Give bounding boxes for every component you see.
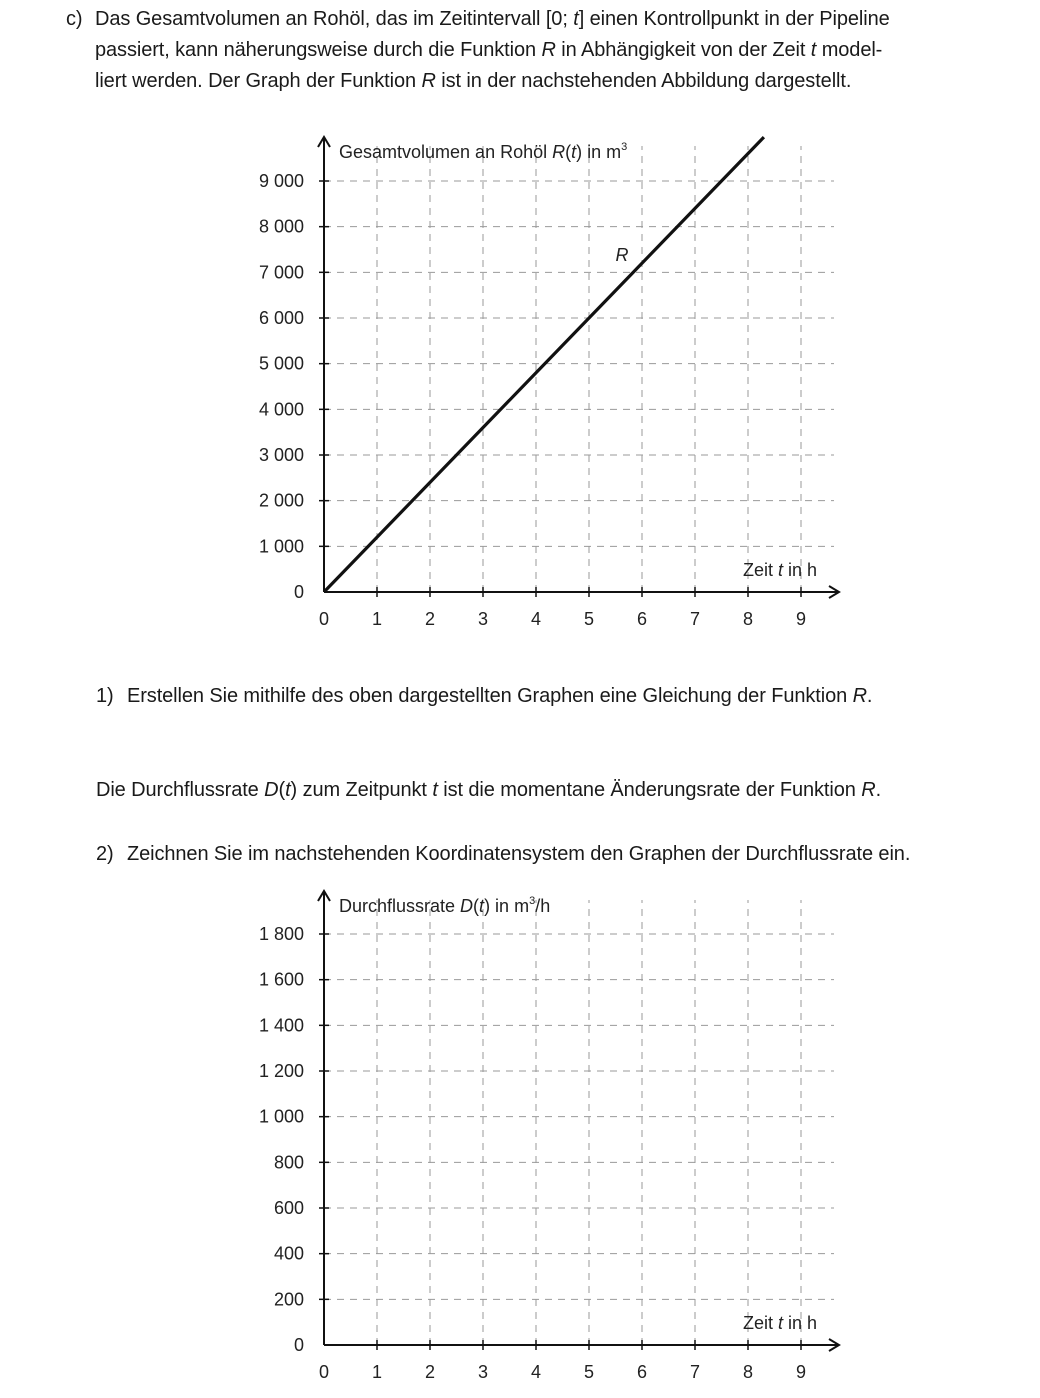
y-tick-label: 1 200 — [258, 1061, 304, 1081]
task-2-number: 2) — [96, 843, 114, 865]
x-tick-label: 9 — [795, 609, 807, 629]
task-1-number: 1) — [96, 685, 114, 707]
x-axis-title: Zeit t in h — [743, 560, 818, 580]
y-tick-label: 200 — [273, 1289, 304, 1310]
y-tick-label: 2 000 — [258, 490, 304, 511]
y-tick-label: 0 — [293, 582, 304, 602]
y-tick-label: 600 — [273, 1198, 304, 1218]
grid — [324, 146, 834, 592]
y-tick-label: 7 000 — [258, 262, 304, 283]
part-label: c) — [66, 8, 83, 30]
x-tick-label: 1 — [371, 1362, 383, 1382]
x-tick-label: 3 — [477, 609, 489, 629]
intro-text — [95, 4, 1000, 97]
y-axis-title: Durchflussrate D(t) in $m^3/h$ — [339, 895, 551, 916]
y-tick-label: 1 800 — [258, 924, 304, 944]
x-tick-label: 4 — [530, 1362, 542, 1382]
x-tick-label: 2 — [424, 609, 436, 629]
x-tick-label: 6 — [636, 609, 648, 629]
x-tick-label: 8 — [742, 1362, 754, 1382]
x-tick-label: 9 — [795, 1362, 807, 1382]
x-tick-label: 3 — [477, 1362, 489, 1382]
y-tick-label: 6 000 — [258, 308, 304, 328]
x-tick-label: 0 — [318, 1362, 330, 1382]
x-tick-label: 1 — [371, 609, 383, 629]
flow-rate-note: Die Durchflussrate D(t) zum Zeitpunkt t ist die momentane Änderungsrate der Funktion R. — [96, 779, 882, 801]
y-tick-label: 1 000 — [258, 1106, 304, 1127]
x-axis-title: Zeit t in h — [743, 1313, 818, 1333]
x-tick-label: 7 — [689, 1362, 701, 1382]
y-tick-label: 1 000 — [258, 536, 304, 557]
y-tick-label: 8 000 — [258, 216, 304, 237]
task-1: 1) Erstellen Sie mithilfe des oben dargestellten Graphen eine Gleichung der Funktion R. — [96, 681, 872, 712]
y-tick-label: 5 000 — [258, 353, 304, 374]
y-tick-label: 1 400 — [258, 1015, 304, 1036]
y-tick-label: 1 600 — [258, 969, 304, 990]
x-tick-label: 5 — [583, 609, 595, 629]
y-tick-label: 3 000 — [258, 445, 304, 465]
x-tick-label: 5 — [583, 1362, 595, 1382]
x-tick-label: 8 — [742, 609, 754, 629]
intro-line-3: liert werden. Der Graph der Funktion R ist in der nachstehenden Abbildung dargestellt. — [95, 70, 852, 92]
x-tick-label: 0 — [318, 609, 330, 629]
y-tick-label: 9 000 — [258, 171, 304, 191]
y-tick-label: 4 000 — [258, 399, 304, 420]
task-2: 2) Zeichnen Sie im nachstehenden Koordinatensystem den Graphen der Durchflussrate ein. — [96, 839, 910, 870]
intro-line-1: Das Gesamtvolumen an Rohöl, das im Zeitintervall [0; t] einen Kontrollpunkt in der Pipeline — [95, 8, 890, 30]
y-tick-label: 0 — [293, 1335, 304, 1355]
x-tick-label: 7 — [689, 609, 701, 629]
flow-rate-chart — [0, 875, 1040, 1395]
y-tick-label: 400 — [273, 1243, 304, 1264]
x-tick-label: 6 — [636, 1362, 648, 1382]
intro-line-2: passiert, kann näherungsweise durch die Funktion R in Abhängigkeit von der Zeit t model- — [95, 39, 883, 61]
y-tick-label: 800 — [273, 1152, 304, 1173]
x-tick-label: 2 — [424, 1362, 436, 1382]
series-line-R — [324, 137, 764, 592]
grid — [324, 900, 834, 1345]
series-label-R: R — [615, 244, 629, 265]
x-tick-label: 4 — [530, 609, 542, 629]
y-axis-title: Gesamtvolumen an Rohöl R(t) in $m^3$ — [339, 141, 628, 162]
